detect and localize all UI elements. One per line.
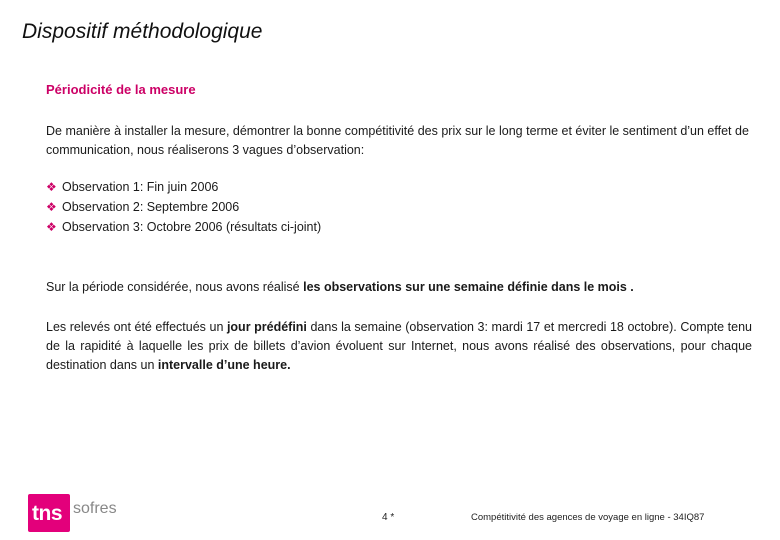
observation-text: Observation 2: Septembre 2006 bbox=[62, 200, 240, 214]
releves-paragraph bbox=[46, 318, 752, 375]
logo-box bbox=[28, 494, 70, 532]
diamond-bullet-icon: ❖ bbox=[46, 200, 57, 214]
observation-text: Observation 3: Octobre 2006 (résultats ci-joint) bbox=[62, 220, 322, 234]
observation-list bbox=[46, 177, 321, 237]
diamond-bullet-icon: ❖ bbox=[46, 180, 57, 194]
tns-sofres-logo bbox=[28, 490, 138, 534]
diamond-bullet-icon: ❖ bbox=[46, 220, 57, 234]
list-item bbox=[46, 177, 321, 197]
footer-caption: Compétitivité des agences de voyage en ligne - 34IQ87 bbox=[471, 512, 705, 523]
releves-bold-day: jour prédéfini bbox=[226, 320, 307, 334]
period-lead: Sur la période considérée, nous avons réalisé bbox=[46, 280, 304, 294]
observation-text: Observation 1: Fin juin 2006 bbox=[62, 180, 219, 194]
intro-paragraph: De manière à installer la mesure, démontrer la bonne compétitivité des prix sur le long terme et éviter le sentiment d’un effet de communication, nous réaliserons 3 vagues d’observation: bbox=[46, 124, 749, 157]
releves-part2: dans la semaine (observation 3: mardi 17 et mercredi 18 octobre). Compte tenu de la rapidité à laquelle les prix de billets d’avion évoluent sur Internet, nous avons réalisé des observations, pour chaque destination dans un bbox=[46, 320, 752, 372]
releves-bold-interval: intervalle d’une heure. bbox=[157, 358, 291, 372]
period-bold: les observations sur une semaine définie dans le mois . bbox=[303, 280, 634, 294]
logo-sub-text: sofres bbox=[73, 500, 117, 517]
period-paragraph bbox=[46, 278, 752, 297]
logo-main-text: tns bbox=[32, 502, 62, 525]
releves-part1: Les relevés ont été effectués un bbox=[46, 320, 227, 334]
page-number: 4 * bbox=[382, 512, 395, 523]
list-item bbox=[46, 217, 321, 237]
slide-title: Dispositif méthodologique bbox=[22, 20, 263, 43]
list-item bbox=[46, 197, 321, 217]
section-heading: Périodicité de la mesure bbox=[46, 82, 196, 97]
